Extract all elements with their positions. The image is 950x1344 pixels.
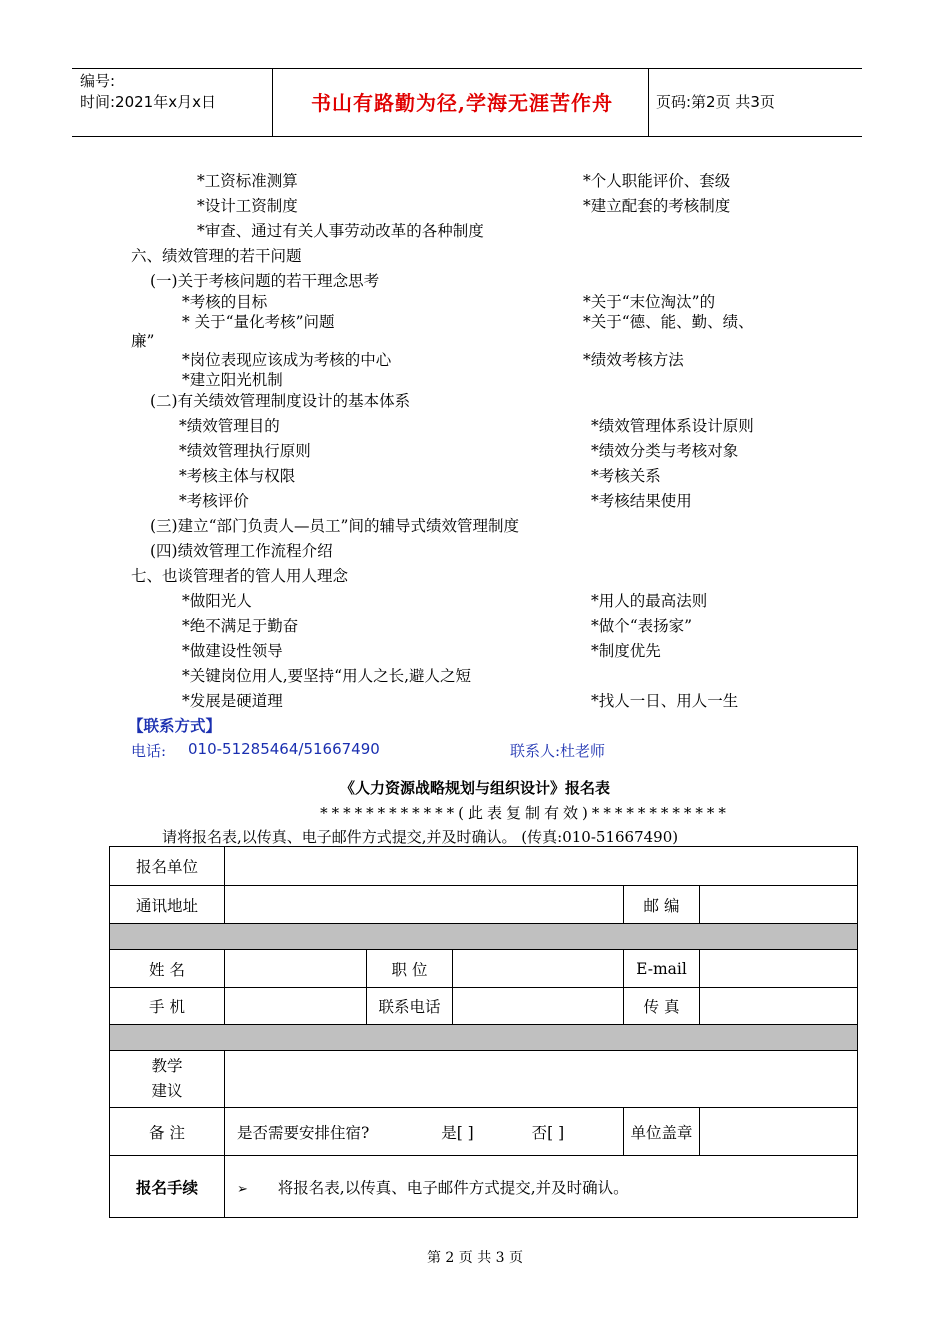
- outline-item: *做阳光人: [182, 592, 252, 610]
- header-motto: 书山有路勤为径,学海无涯苦作舟: [311, 91, 613, 115]
- mobile-label: 手 机: [110, 988, 225, 1025]
- outline-item: *制度优先: [591, 642, 661, 660]
- name-label: 姓 名: [110, 950, 225, 988]
- page-footer: 第 2 页 共 3 页: [426, 1250, 524, 1266]
- remark-label: 备 注: [110, 1108, 225, 1156]
- outline-item: *考核结果使用: [591, 492, 692, 510]
- outline-item: *关于“末位淘汰”的: [583, 293, 716, 311]
- header-page-info: 页码:第2页 共3页: [656, 93, 775, 111]
- email-field[interactable]: [700, 950, 858, 988]
- name-field[interactable]: [225, 950, 367, 988]
- outline-item: *考核评价: [179, 492, 249, 510]
- page-header: [72, 68, 862, 137]
- address-field[interactable]: [225, 886, 624, 924]
- lodging-options: [225, 1108, 624, 1156]
- outline-item: *审查、通过有关人事劳动改革的各种制度: [197, 222, 484, 240]
- outline-item: *用人的最高法则: [591, 592, 708, 610]
- address-label: 通讯地址: [110, 886, 225, 924]
- position-field[interactable]: [453, 950, 624, 988]
- outline-item: *建立配套的考核制度: [583, 197, 731, 215]
- procedure-label: 报名手续: [110, 1156, 225, 1218]
- registration-form: [109, 846, 858, 1218]
- outline-item: *绝不满足于勤奋: [182, 617, 299, 635]
- outline-item: * 关于“量化考核”问题: [182, 313, 335, 331]
- fax-label: 传 真: [624, 988, 700, 1025]
- unit-label: 报名单位: [110, 847, 225, 886]
- lodging-no-checkbox[interactable]: 否[ ]: [531, 1123, 565, 1142]
- lodging-yes-checkbox[interactable]: 是[ ]: [441, 1123, 474, 1142]
- phone-field[interactable]: [453, 988, 624, 1025]
- section-heading: 六、绩效管理的若干问题: [131, 247, 302, 265]
- header-time: 时间:2021年x月x日: [80, 93, 216, 111]
- suggestion-label-line1: 教学: [151, 1057, 183, 1075]
- postcode-label: 邮 编: [624, 886, 700, 924]
- seal-field[interactable]: [700, 1108, 858, 1156]
- outline-item: *岗位表现应该成为考核的中心: [182, 351, 392, 369]
- outline-item: *绩效管理目的: [179, 417, 280, 435]
- separator-row: [110, 924, 858, 950]
- postcode-field[interactable]: [700, 886, 858, 924]
- outline-item-continued: 廉”: [131, 332, 155, 350]
- mobile-field[interactable]: [225, 988, 367, 1025]
- fax-field[interactable]: [700, 988, 858, 1025]
- email-label: E-mail: [624, 950, 700, 988]
- arrow-bullet-icon: ➢: [237, 1181, 248, 1197]
- outline-item: *找人一日、用人一生: [591, 692, 739, 710]
- form-copy-notice: ************(此表复制有效)************: [320, 804, 730, 822]
- suggestion-label-line2: 建议: [151, 1082, 183, 1100]
- header-meta: [80, 71, 216, 113]
- procedure-description: 将报名表,以传真、电子邮件方式提交,并及时确认。: [277, 1178, 629, 1197]
- subsection-heading: (一)关于考核问题的若干理念思考: [150, 272, 380, 290]
- subsection-heading: (二)有关绩效管理制度设计的基本体系: [150, 392, 411, 410]
- procedure-text: [225, 1156, 858, 1218]
- outline-item: *关于“德、能、勤、绩、: [583, 313, 754, 331]
- outline-item: *关键岗位用人,要坚持“用人之长,避人之短: [182, 667, 472, 685]
- suggestion-label: [110, 1051, 225, 1108]
- outline-item: *考核主体与权限: [179, 467, 296, 485]
- header-divider: [272, 69, 273, 136]
- header-number: 编号:: [80, 72, 116, 90]
- suggestion-field[interactable]: [225, 1051, 858, 1108]
- section-heading: 七、也谈管理者的管人用人理念: [131, 567, 349, 585]
- contact-phone-label: 电话:: [131, 742, 167, 760]
- form-title: 《人力资源战略规划与组织设计》报名表: [339, 779, 610, 797]
- outline-item: *考核的目标: [182, 293, 268, 311]
- subsection-heading: (四)绩效管理工作流程介绍: [150, 542, 333, 560]
- unit-field[interactable]: [225, 847, 858, 886]
- contact-phone: 010-51285464/51667490: [188, 740, 380, 758]
- outline-item: *做建设性领导: [182, 642, 283, 660]
- outline-item: *考核关系: [591, 467, 661, 485]
- outline-item: *设计工资制度: [197, 197, 298, 215]
- lodging-question: 是否需要安排住宿?: [237, 1123, 370, 1142]
- form-instruction: 请将报名表,以传真、电子邮件方式提交,并及时确认。 (传真:010-51667490): [162, 828, 679, 846]
- outline-item: *绩效管理执行原则: [179, 442, 311, 460]
- outline-item: *工资标准测算: [197, 172, 298, 190]
- outline-item: *建立阳光机制: [182, 371, 283, 389]
- outline-item: *个人职能评价、套级: [583, 172, 731, 190]
- contact-person: 联系人:杜老师: [510, 742, 606, 760]
- outline-item: *绩效分类与考核对象: [591, 442, 739, 460]
- phone-label: 联系电话: [367, 988, 453, 1025]
- subsection-heading: (三)建立“部门负责人—员工”间的辅导式绩效管理制度: [150, 517, 519, 535]
- outline-item: *发展是硬道理: [182, 692, 283, 710]
- outline-item: *绩效考核方法: [583, 351, 684, 369]
- outline-item: *做个“表扬家”: [591, 617, 693, 635]
- separator-row: [110, 1025, 858, 1051]
- contact-title: 【联系方式】: [128, 716, 222, 735]
- outline-item: *绩效管理体系设计原则: [591, 417, 754, 435]
- seal-label: 单位盖章: [624, 1108, 700, 1156]
- position-label: 职 位: [367, 950, 453, 988]
